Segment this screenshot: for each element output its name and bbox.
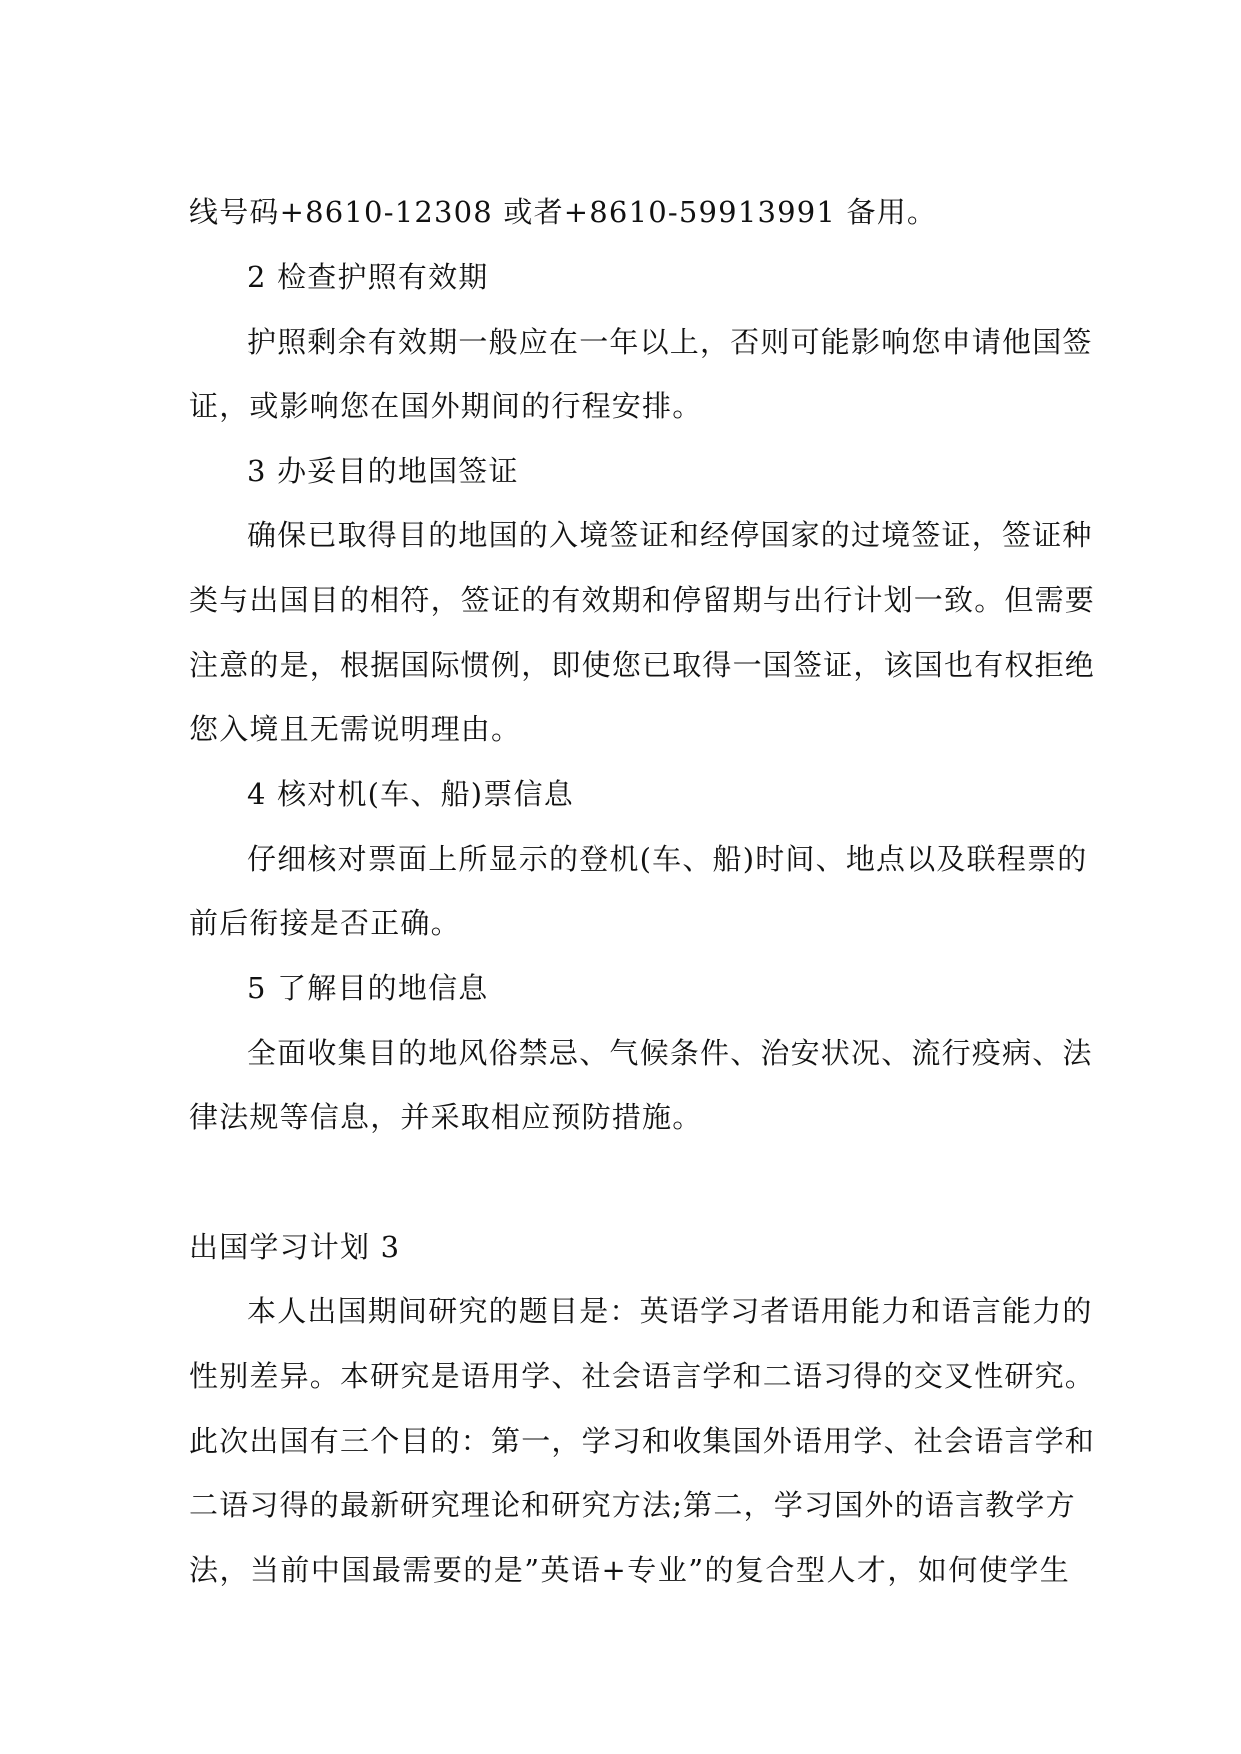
body-text-line: 您入境且无需说明理由。 xyxy=(189,712,522,746)
body-text-line: 性别差异。本研究是语用学、社会语言学和二语习得的交叉性研究。 xyxy=(189,1359,1096,1393)
body-text-line: 本人出国期间研究的题目是：英语学习者语用能力和语言能力的 xyxy=(247,1294,1093,1328)
section-title: 出国学习计划 3 xyxy=(189,1230,401,1264)
body-text-line: 前后衔接是否正确。 xyxy=(189,906,461,940)
body-text-line: 证，或影响您在国外期间的行程安排。 xyxy=(189,389,703,423)
body-text-line: 线号码+8610-12308 或者+8610-59913991 备用。 xyxy=(189,195,938,229)
body-text-line: 护照剩余有效期一般应在一年以上，否则可能影响您申请他国签 xyxy=(247,325,1093,359)
body-text-line: 注意的是，根据国际惯例，即使您已取得一国签证，该国也有权拒绝 xyxy=(189,648,1096,682)
body-text-line: 确保已取得目的地国的入境签证和经停国家的过境签证，签证种 xyxy=(247,518,1093,552)
body-text-line: 此次出国有三个目的：第一，学习和收集国外语用学、社会语言学和 xyxy=(189,1424,1096,1458)
body-text-line: 仔细核对票面上所显示的登机(车、船)时间、地点以及联程票的 xyxy=(247,842,1088,876)
body-text-line: 律法规等信息，并采取相应预防措施。 xyxy=(189,1100,703,1134)
section-heading: 4 核对机(车、船)票信息 xyxy=(247,777,574,811)
body-text-line: 类与出国目的相符，签证的有效期和停留期与出行计划一致。但需要 xyxy=(189,583,1096,617)
section-heading: 2 检查护照有效期 xyxy=(247,260,489,294)
body-text-line: 二语习得的最新研究理论和研究方法;第二，学习国外的语言教学方 xyxy=(189,1488,1076,1522)
section-heading: 5 了解目的地信息 xyxy=(247,971,489,1005)
body-text-line: 全面收集目的地风俗禁忌、气候条件、治安状况、流行疫病、法 xyxy=(247,1036,1093,1070)
body-text-line: 法，当前中国最需要的是”英语+专业”的复合型人才，如何使学生 xyxy=(189,1553,1070,1587)
section-heading: 3 办妥目的地国签证 xyxy=(247,454,519,488)
